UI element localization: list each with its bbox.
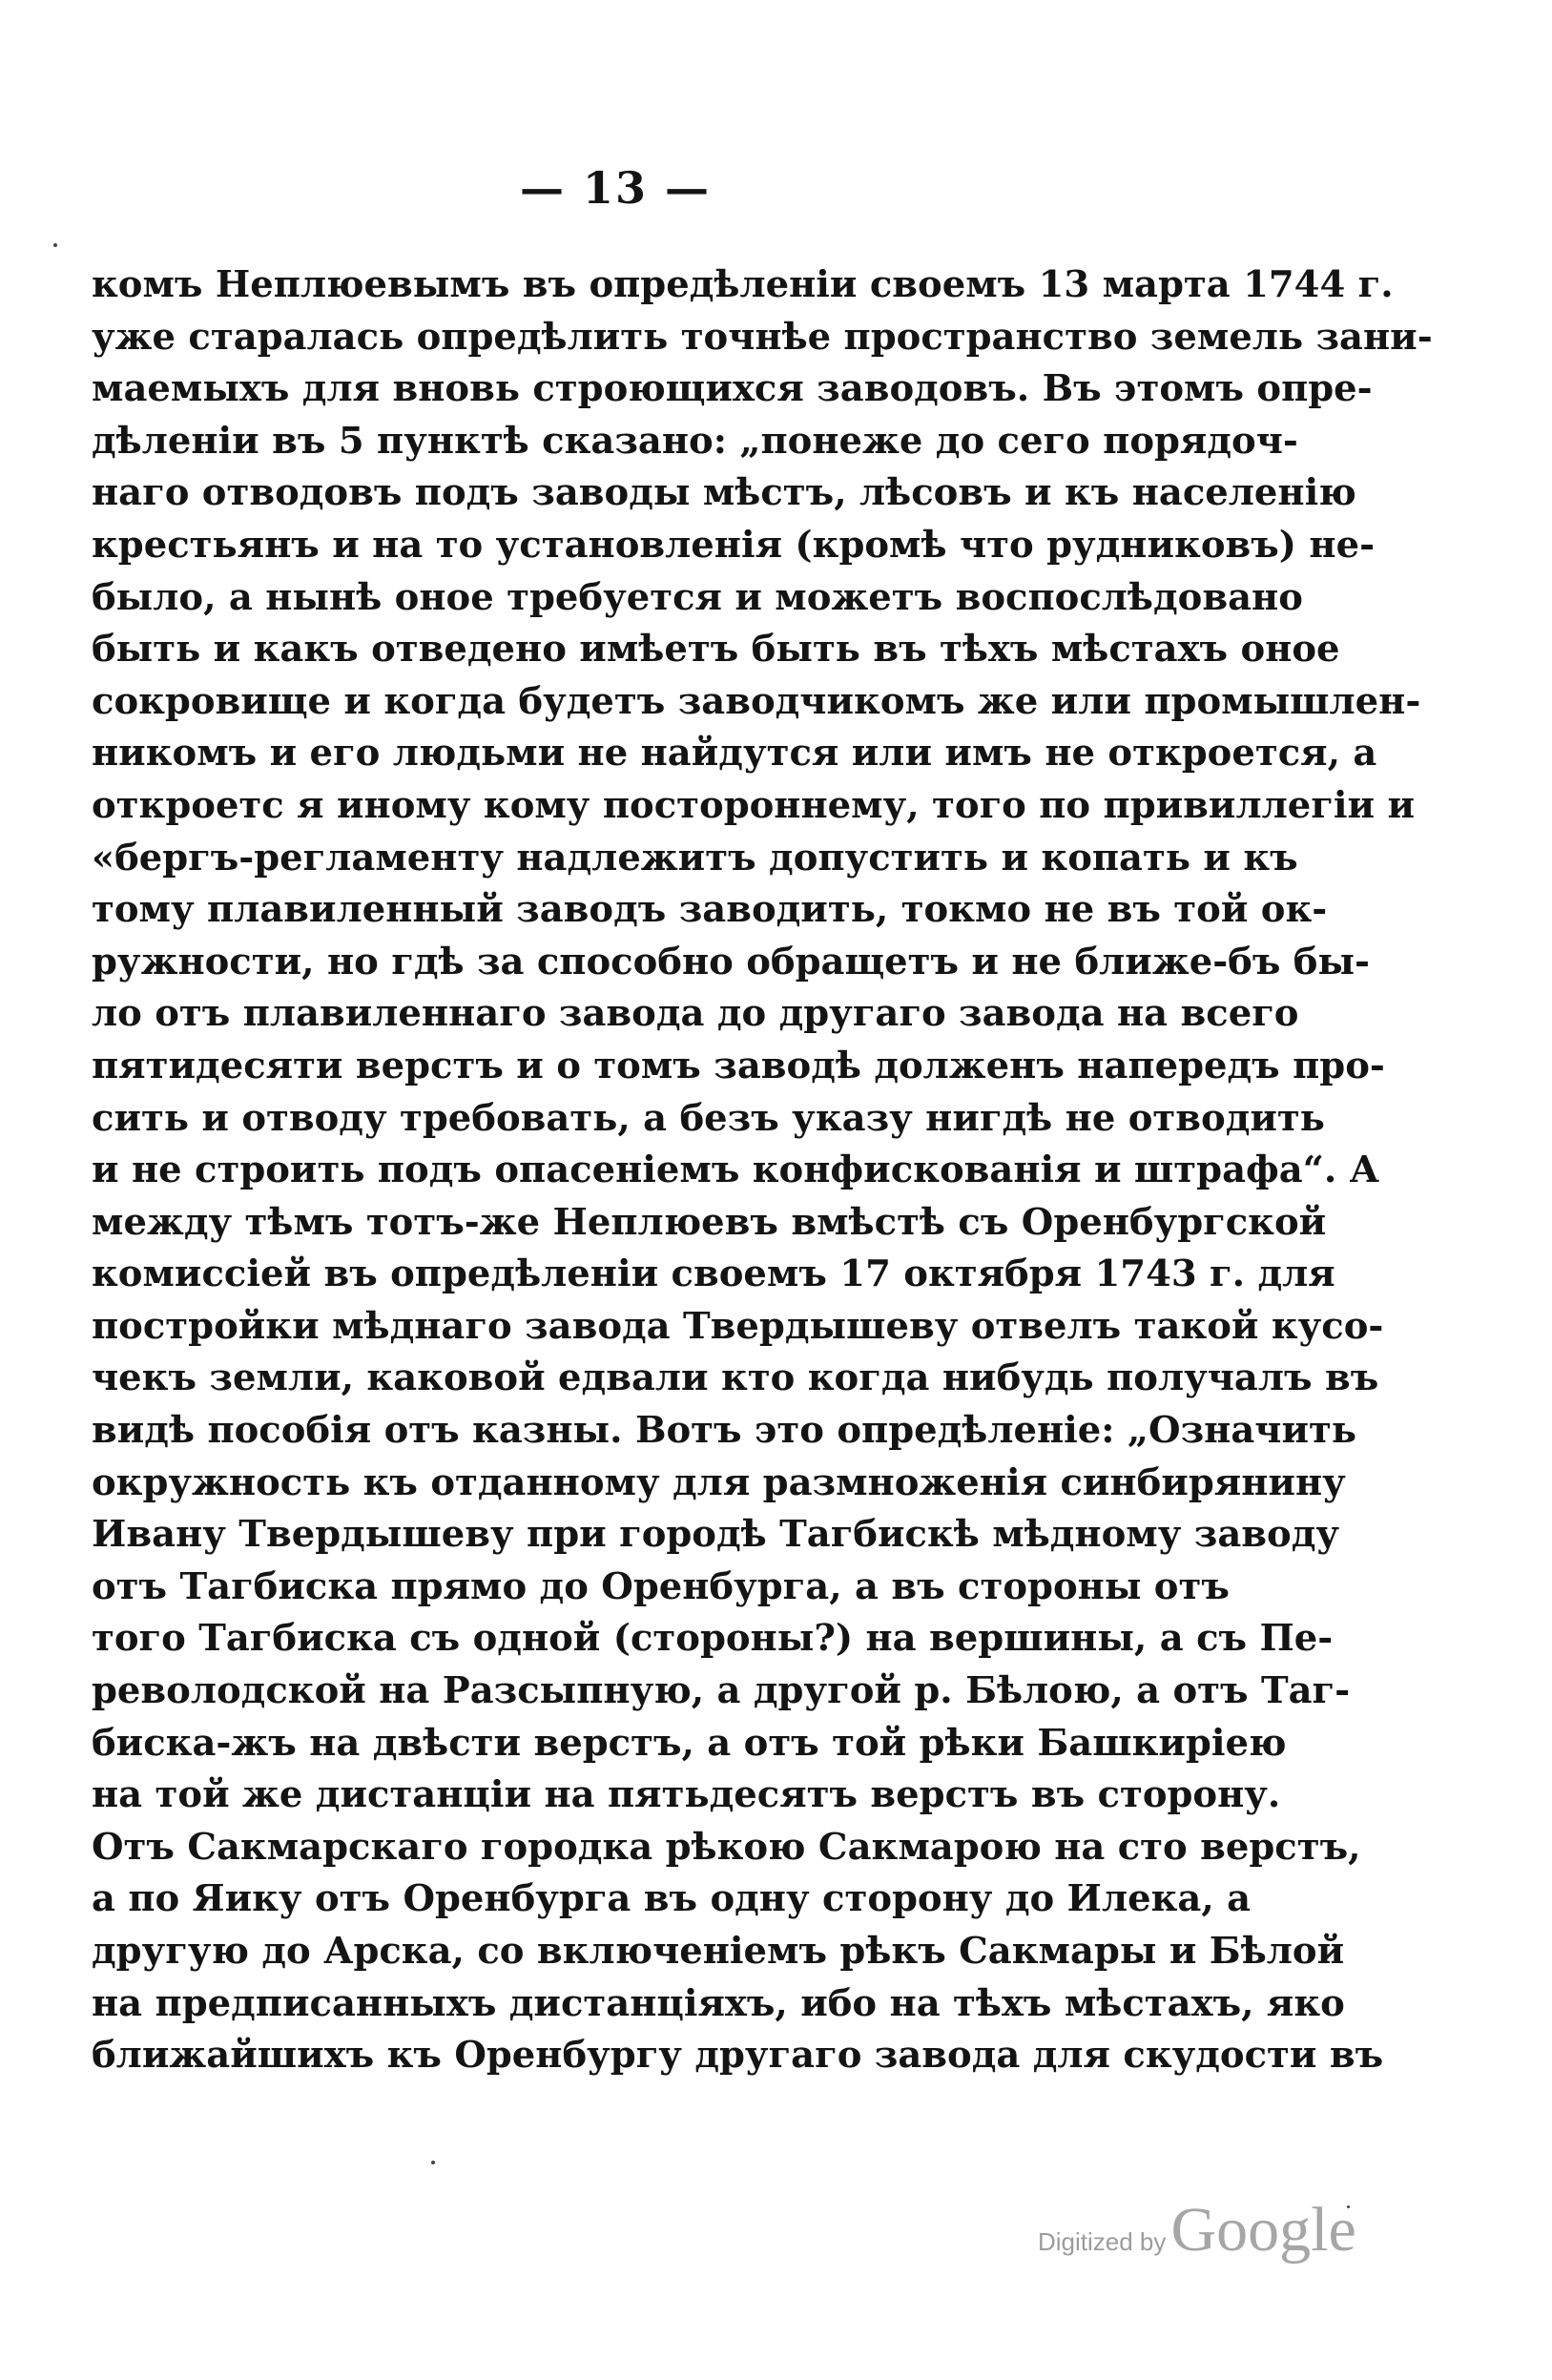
text-line: сокровище и когда будетъ заводчикомъ же или промышлен-: [92, 679, 1421, 723]
text-line: Отъ Сакмарскаго городка рѣкою Сакмарою на сто верстъ,: [92, 1825, 1361, 1869]
text-line: крестьянъ и на то установленія (кромѣ что рудниковъ) не-: [92, 523, 1376, 567]
text-line: отъ Тагбиска прямо до Оренбурга, а въ стороны отъ: [92, 1564, 1230, 1608]
text-line: видѣ пособія отъ казны. Вотъ это опредѣленіе: „Означить: [92, 1409, 1356, 1453]
body-text: [92, 259, 1433, 2082]
text-line: наго отводовъ подъ заводы мѣстъ, лѣсовъ и къ населенію: [92, 471, 1356, 515]
text-line: а по Яику отъ Оренбурга въ одну сторону до Илека, а: [92, 1877, 1252, 1921]
text-line: на предписанныхъ дистанціяхъ, ибо на тѣхъ мѣстахъ, яко: [92, 1981, 1345, 2025]
text-line: того Тагбиска съ одной (стороны?) на вершины, а съ Пе-: [92, 1617, 1334, 1661]
text-line: на той же дистанціи на пятьдесятъ верстъ въ сторону.: [92, 1773, 1281, 1817]
page-number: — 13 —: [519, 162, 712, 214]
text-line: тому плавиленный заводъ заводить, токмо не въ той ок-: [92, 888, 1328, 932]
text-line: «бергъ-регламенту надлежитъ допустить и копать и къ: [92, 836, 1298, 880]
text-line: уже старалась опредѣлить точнѣе пространство земель зани-: [92, 315, 1433, 359]
text-line: постройки мѣднаго завода Твердышеву отвелъ такой кусо-: [92, 1304, 1384, 1348]
text-line: и не строить подъ опасеніемъ конфискованія и штрафа“. А: [92, 1149, 1380, 1192]
text-line: маемыхъ для вновь строющихся заводовъ. Въ этомъ опре-: [92, 367, 1373, 411]
text-line: ло отъ плавиленнаго завода до другаго завода на всего: [92, 992, 1299, 1036]
text-line: окружность къ отданному для размноженія синбирянину: [92, 1460, 1346, 1504]
text-line: чекъ земли, каковой едвали кто когда нибудь получалъ въ: [92, 1356, 1379, 1400]
text-line: между тѣмъ тотъ-же Неплюевъ вмѣстѣ съ Оренбургской: [92, 1200, 1327, 1244]
text-line: Ивану Твердышеву при городѣ Тагбискѣ мѣдному заводу: [92, 1513, 1340, 1557]
text-line: комиссіей въ опредѣленіи своемъ 17 октября 1743 г. для: [92, 1252, 1335, 1296]
watermark-prefix: Digitized by: [1038, 2227, 1167, 2256]
text-line: ближайшихъ къ Оренбургу другаго завода для скудости въ: [92, 2034, 1384, 2078]
text-line: дѣленіи въ 5 пунктѣ сказано: „понеже до сего порядоч-: [92, 419, 1298, 463]
text-line: быть и какъ отведено имѣетъ быть въ тѣхъ мѣстахъ оное: [92, 628, 1340, 672]
text-line: комъ Неплюевымъ въ опредѣленіи своемъ 13 марта 1744 г.: [92, 263, 1394, 306]
text-line: сить и отводу требовать, а безъ указу нигдѣ не отводить: [92, 1096, 1325, 1140]
text-line: было, а нынѣ оное требуется и можетъ воспослѣдовано: [92, 575, 1303, 619]
text-line: другую до Арска, со включеніемъ рѣкъ Сакмары и Бѣлой: [92, 1930, 1345, 1973]
scan-speck: [431, 2161, 435, 2164]
digitized-watermark: [1038, 2194, 1356, 2266]
text-line: пятидесяти верстъ и о томъ заводѣ долженъ напередъ про-: [92, 1044, 1385, 1087]
text-line: никомъ и его людьми не найдутся или имъ не откроется, а: [92, 732, 1377, 776]
text-line: откроетс я иному кому постороннему, того по привиллегіи и: [92, 783, 1415, 827]
watermark-brand: Google: [1170, 2195, 1356, 2265]
scan-speck: [53, 243, 57, 247]
text-line: револодской на Разсыпную, а другой р. Бѣлою, а отъ Таг-: [92, 1669, 1351, 1713]
text-line: ружности, но гдѣ за способно обращетъ и не ближе-бъ бы-: [92, 940, 1371, 983]
text-line: биска-жъ на двѣсти верстъ, а отъ той рѣки Башкиріею: [92, 1721, 1287, 1765]
